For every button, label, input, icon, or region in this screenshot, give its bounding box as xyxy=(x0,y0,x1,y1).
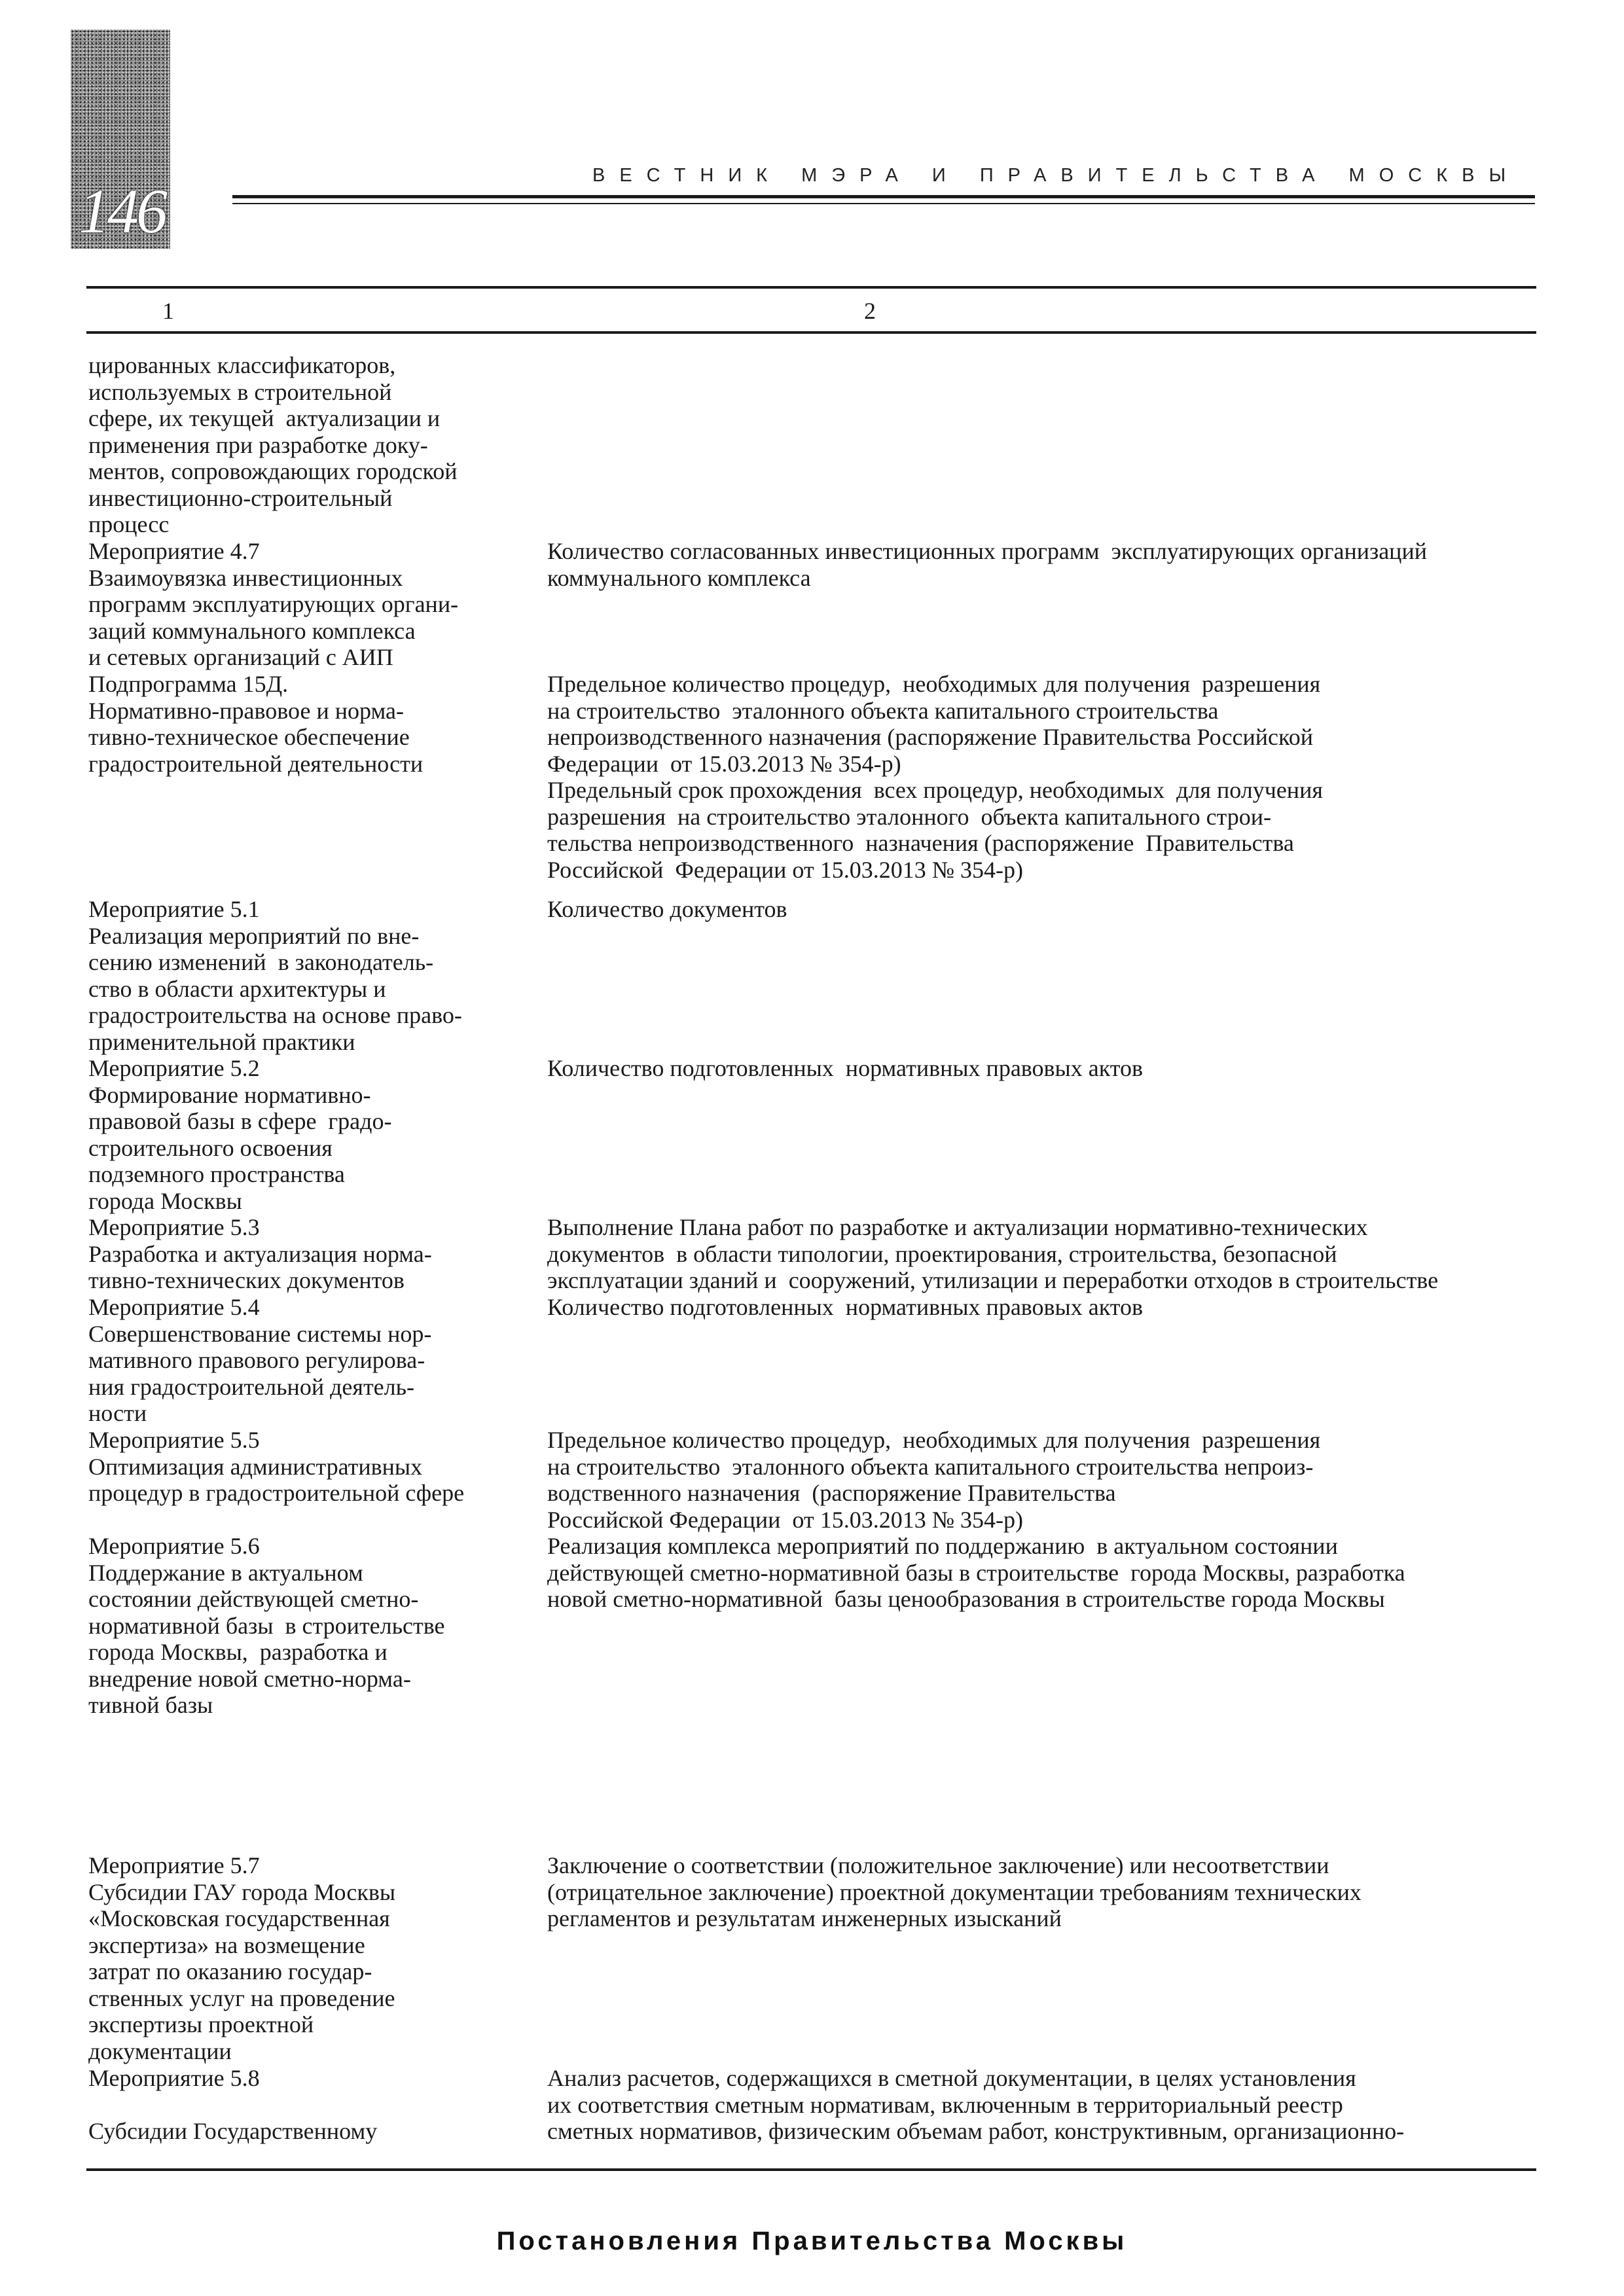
table-row-8-col-1: Мероприятие 5.5 Оптимизация административных процедур в градостроительной сфере xyxy=(88,1427,465,1506)
table-row-9-col-1: Мероприятие 5.6 Поддержание в актуальном состоянии действующей сметно- нормативной базы в строительстве города Москвы, разработка и внедрение новой сметно-норма- тивной базы xyxy=(88,1533,445,1718)
table-row-7-col-1: Мероприятие 5.4 Совершенствование системы нор- мативного правового регулирова- ния градостроительной деятель- ности xyxy=(88,1294,432,1426)
footer-title: Постановления Правительства Москвы xyxy=(496,2227,1128,2255)
table-row-6-col-1: Мероприятие 5.3 Разработка и актуализация норма- тивно-технических документов xyxy=(88,1214,432,1293)
table-row-7-col-2: Количество подготовленных нормативных правовых актов xyxy=(547,1294,1143,1320)
column-header-2: 2 xyxy=(864,298,876,324)
table-row-10-col-2: Заключение о соответствии (положительное заключение) или несоответствии (отрицательное заключение) проектной документации требованиям технических регламентов и результатам инженерных изысканий xyxy=(547,1852,1362,1931)
page-number: 146 xyxy=(79,176,165,246)
table-row-11-col-1: Мероприятие 5.8 Субсидии Государственному xyxy=(88,2065,378,2144)
table-row-2-col-2: Количество согласованных инвестиционных программ эксплуатирующих организаций коммунального комплекса xyxy=(547,538,1427,591)
table-row-2-col-1: Мероприятие 4.7 Взаимоувязка инвестиционных программ эксплуатирующих органи- заций коммунального комплекса и сетевых организаций с АИП xyxy=(88,538,459,670)
table-row-11-col-2: Анализ расчетов, содержащихся в сметной документации, в целях установления их соответствия сметным нормативам, включенным в территориальный реестр сметных нормативов, физическим объемам работ, конструктивным, организационно- xyxy=(547,2065,1405,2144)
table-row-3-col-2: Предельное количество процедур, необходимых для получения разрешения на строительство эталонного объекта капитального строительства непроизводственного назначения (распоряжение Правительства Российской Федерации от 15.03.2013 № 354-р) Предельный срок прохождения всех процедур, необходимых для получения разрешения на строительство эталонного объекта капитального строи- тельства непроизводственного назначения (распоряжение Правительства Российской Федерации от 15.03.2013 № 354-р) xyxy=(547,671,1323,883)
page-number-badge xyxy=(71,29,170,249)
table-bottom-rule xyxy=(86,2168,1536,2171)
table-row-8-col-2: Предельное количество процедур, необходимых для получения разрешения на строительство эталонного объекта капитального строительства непроиз- водственного назначения (распоряжение Правительства Российской Федерации от 15.03.2013 № 354-р) xyxy=(547,1427,1321,1533)
header-rule-thick xyxy=(232,195,1535,198)
header-rule-thin xyxy=(232,203,1535,204)
table-row-5-col-2: Количество подготовленных нормативных правовых актов xyxy=(547,1055,1143,1081)
column-header-1: 1 xyxy=(162,298,174,324)
table-row-5-col-1: Мероприятие 5.2 Формирование нормативно- правовой базы в сфере градо- строительного освоения подземного пространства города Москвы xyxy=(88,1055,392,1214)
journal-title: ВЕСТНИК МЭРА И ПРАВИТЕЛЬСТВА МОСКВЫ xyxy=(592,165,1521,186)
table-row-9-col-2: Реализация комплекса мероприятий по поддержанию в актуальном состоянии действующей сметно-нормативной базы в строительстве города Москвы, разработка новой сметно-нормативной базы ценообразования в строительстве города Москвы xyxy=(547,1533,1405,1612)
table-row-3-col-1: Подпрограмма 15Д. Нормативно-правовое и норма- тивно-техническое обеспечение градостроительной деятельности xyxy=(88,671,424,777)
table-row-4-col-2: Количество документов xyxy=(547,896,787,922)
table-row-6-col-2: Выполнение Плана работ по разработке и актуализации нормативно-технических документов в области типологии, проектирования, строительства, безопасной эксплуатации зданий и сооружений, утилизации и переработки отходов в строительстве xyxy=(547,1214,1439,1293)
table-row-10-col-1: Мероприятие 5.7 Субсидии ГАУ города Москвы «Московская государственная экспертиза» на возмещение затрат по оказанию государ- ственных услуг на проведение экспертизы проектной документации xyxy=(88,1852,396,2064)
table-top-rule xyxy=(86,286,1536,289)
table-row-4-col-1: Мероприятие 5.1 Реализация мероприятий по вне- сению изменений в законодатель- ство в области архитектуры и градостроительства на основе право- применительной практики xyxy=(88,896,462,1055)
table-row-1-col-1: цированных классификаторов, используемых в строительной сфере, их текущей актуализации и применения при разработке доку- ментов, сопровождающих городской инвестиционно-строительный процесс xyxy=(88,352,458,537)
table-header-rule xyxy=(86,331,1536,334)
